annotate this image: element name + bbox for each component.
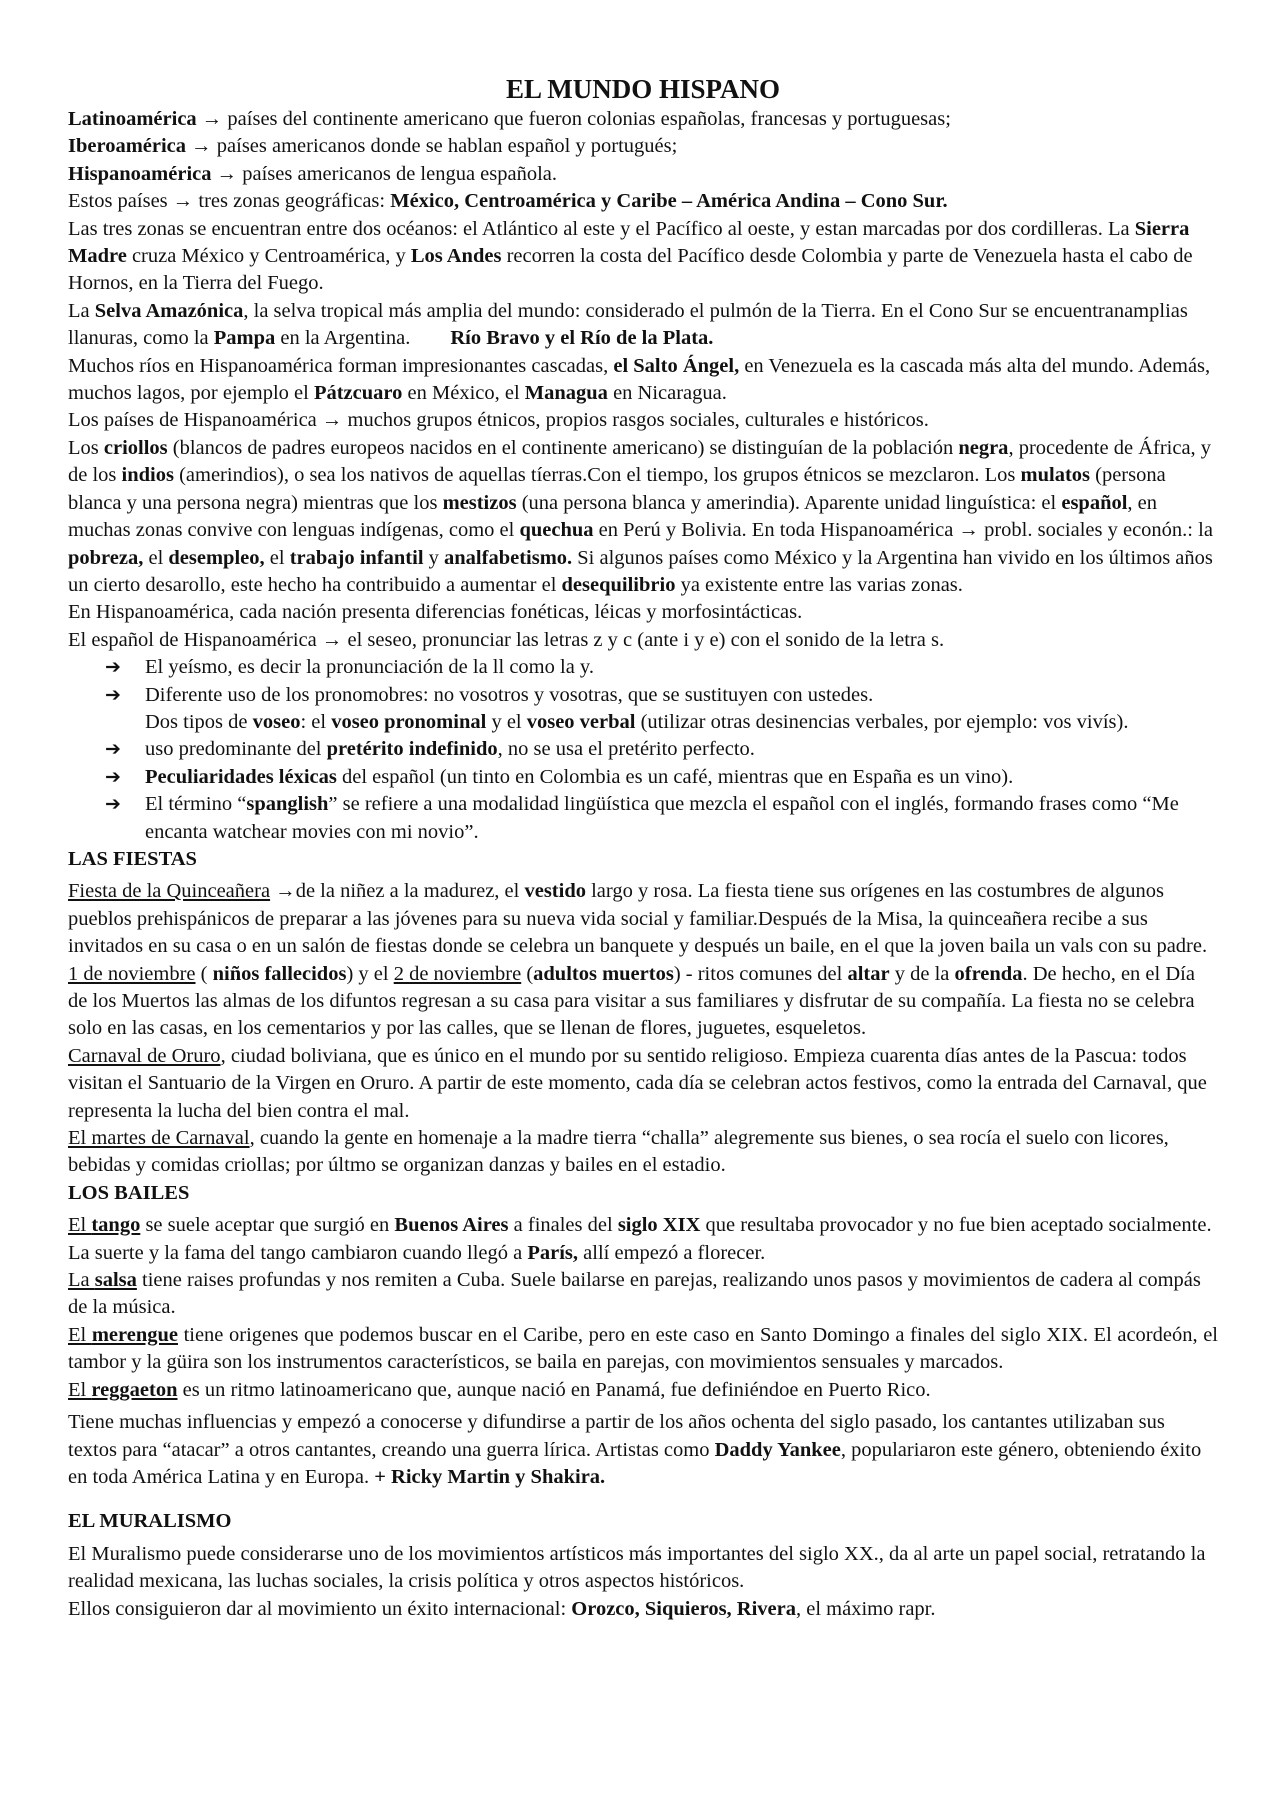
list-item: ➔ El término “spanglish” se refiere a una modalidad lingüística que mezcla el español con el inglés, formando frases como “Me encanta watchear movies con mi novio”. [105,793,1179,843]
arrow-bullet-icon: ➔ [105,656,121,679]
definition-iberoamerica: Iberoamérica → países americanos donde se hablan español y portugués; [68,135,678,158]
arrow-bullet-icon: ➔ [105,765,121,788]
paragraph-criollos: Los criollos (blancos de padres europeos nacidos en el continente americano) se distinguían de la población negra, procedente de África, y de los indios (amerindios), o sea los nativos de aquellas tíerras.Con el tiempo, los grupos étnicos se mezclaron. Los mulatos (persona blanca y una persona negra) mientras que los mestizos (una persona blanca y amerindia). Aparente unidad linguística: el español, en muchas zonas convive con lenguas indígenas, como el quechua en Perú y Bolivia. En toda Hispanoamérica → probl. sociales y econón.: la pobreza, el desempleo, el trabajo infantil y analfabetismo. Si algunos países como México y la Argentina han vivido en los últimos años un cierto desarollo, este hecho ha contribuido a aumentar el desequilibrio ya existente entre las varias zonas. [68,436,1213,596]
definition-latinoamerica: Latinoamérica → países del continente americano que fueron colonias españolas, francesas y portuguesas; [68,108,951,130]
paragraph-rios: Muchos ríos en Hispanoamérica forman impresionantes cascadas, el Salto Ángel, en Venezuela es la cascada más alta del mundo. Además, muchos lagos, por ejemplo el Pátzcuaro en México, el Managua en Nicaragua. [68,354,1211,405]
section-heading-fiestas: LAS FIESTAS [68,847,197,870]
paragraph-muralismo: El Muralismo puede considerarse uno de los movimientos artísticos más importantes del siglo XX., da al arte un papel social, retratando la realidad mexicana, las luchas sociales, la crisis política y otros aspectos históricos. [68,1542,1206,1593]
arrow-bullet-icon: ➔ [105,738,121,761]
section-heading-bailes: LOS BAILES [68,1181,190,1204]
zones-line: Estos países → tres zonas geográficas: México, Centroamérica y Caribe – América Andina – Cono Sur. [68,190,948,213]
list-item: ➔ uso predominante del pretérito indefinido, no se usa el pretérito perfecto. [105,736,1218,763]
paragraph-merengue: El merengue tiene origenes que podemos buscar en el Caribe, pero en este caso en Santo Domingo a finales del siglo XIX. El acordeón, el tambor y la güira son los instrumentos característicos, se baila en parejas, con movimientos sensuales y marcados. [68,1323,1218,1374]
page-title: EL MUNDO HISPANO [505,74,781,104]
features-list [68,654,1218,846]
list-item: ➔ Diferente uso de los pronomobres: no vosotros y vosotras, que se sustituyen con ustedes. Dos tipos de voseo: el voseo pronominal y el voseo verbal (utilizar otras desinencias verbales, por ejemplo: vos vivís). [105,683,1129,733]
paragraph-quinceanera: Fiesta de la Quinceañera →de la niñez a la madurez, el vestido largo y rosa. La fiesta tiene sus orígenes en las costumbres de algunos pueblos prehispánicos de preparar a las jóvenes para su nueva vida social y familiar.Después de la Misa, la quinceañera recibe a sus invitados en su casa o en un salón de fiestas donde se celebra un banquete y después un baile, en el que la joven baila un vals con su padre. [68,880,1208,958]
section-heading-muralismo: EL MURALISMO [68,1510,232,1533]
paragraph-salsa: La salsa tiene raises profundas y nos remiten a Cuba. Suele bailarse en parejas, realizando unos pasos y movimientos de cadera al compás de la música. [68,1269,1201,1319]
paragraph-selva: La Selva Amazónica, la selva tropical más amplia del mundo: considerado el pulmón de la Tierra. En el Cono Sur se encuentranamplias llanuras, como la Pampa en la Argentina. Río Bravo y el Río de la Plata. [68,299,1188,350]
paragraph-influencias: Tiene muchas influencias y empezó a conocerse y difundirse a partir de los años ochenta del siglo pasado, los cantantes utilizaban sus textos para “atacar” a otros cantantes, creando una guerra lírica. Artistas como Daddy Yankee, populariaron este género, obteniendo éxito en toda América Latina y en Europa. + Ricky Martin y Shakira. [68,1411,1202,1488]
paragraph-geography: Las tres zonas se encuentran entre dos océanos: el Atlántico al este y el Pacífico al oeste, y estan marcadas por dos cordilleras. La Sierra Madre cruza México y Centroamérica, y Los Andes recorren la costa del Pacífico desde Colombia y parte de Venezuela hasta el cabo de Hornos, en la Tierra del Fuego. [68,217,1193,295]
paragraph-grupos: Los países de Hispanoamérica → muchos grupos étnicos, propios rasgos sociales, culturales e históricos. [68,409,929,432]
definition-hispanoamerica: Hispanoamérica → países americanos de lengua española. [68,162,558,185]
arrow-bullet-icon: ➔ [105,793,121,816]
list-item: ➔ El yeísmo, es decir la pronunciación de la ll como la y. [105,654,1218,681]
paragraph-muralistas: Ellos consiguieron dar al movimiento un éxito internacional: Orozco, Siquieros, Rivera, el máximo rapr. [68,1597,936,1620]
paragraph-tango: El tango se suele aceptar que surgió en Buenos Aires a finales del siglo XIX que resultaba provocador y no fue bien aceptado socialmente. La suerte y la fama del tango cambiaron cuando llegó a París, allí empezó a florecer. [68,1214,1212,1264]
paragraph-carnaval-oruro: Carnaval de Oruro, ciudad boliviana, que es único en el mundo por su sentido religioso. Empieza cuarenta días antes de la Pascua: todos visitan el Santuario de la Virgen en Oruro. A partir de este momento, cada día se celebran actos festivos, como la entrada del Carnaval, que representa la lucha del bien contra el mal. [68,1044,1207,1122]
paragraph-reggaeton: El reggaeton es un ritmo latinoamericano que, aunque nació en Panamá, fue definiéndoe en Puerto Rico. [68,1378,931,1401]
document-page [68,72,1218,1623]
arrow-bullet-icon: ➔ [105,683,121,706]
list-item: ➔ Peculiaridades léxicas del español (un tinto en Colombia es un café, mientras que en España es un vino). [105,764,1218,791]
paragraph-seseo: El español de Hispanoamérica → el seseo, pronunciar las letras z y c (ante i y e) con el sonido de la letra s. [68,628,945,651]
paragraph-diferencias: En Hispanoamérica, cada nación presenta diferencias fonéticas, léicas y morfosintácticas. [68,601,803,624]
paragraph-dia-muertos: 1 de noviembre ( niños fallecidos) y el 2 de noviembre (adultos muertos) - ritos comunes del altar y de la ofrenda. De hecho, en el Día de los Muertos las almas de los difuntos regresan a su casa para visitar a sus familiares y disfrutar de su compañía. La fiesta no se celebra solo en las casas, en los cementarios y por las calles, que se llenan de flores, juguetes, esqueletos. [68,962,1195,1040]
paragraph-martes-carnaval: El martes de Carnaval, cuando la gente en homenaje a la madre tierra “challa” alegremente sus bienes, o sea rocía el suelo con licores, bebidas y comidas criollas; por últmo se organizan danzas y bailes en el estadio. [68,1127,1169,1177]
